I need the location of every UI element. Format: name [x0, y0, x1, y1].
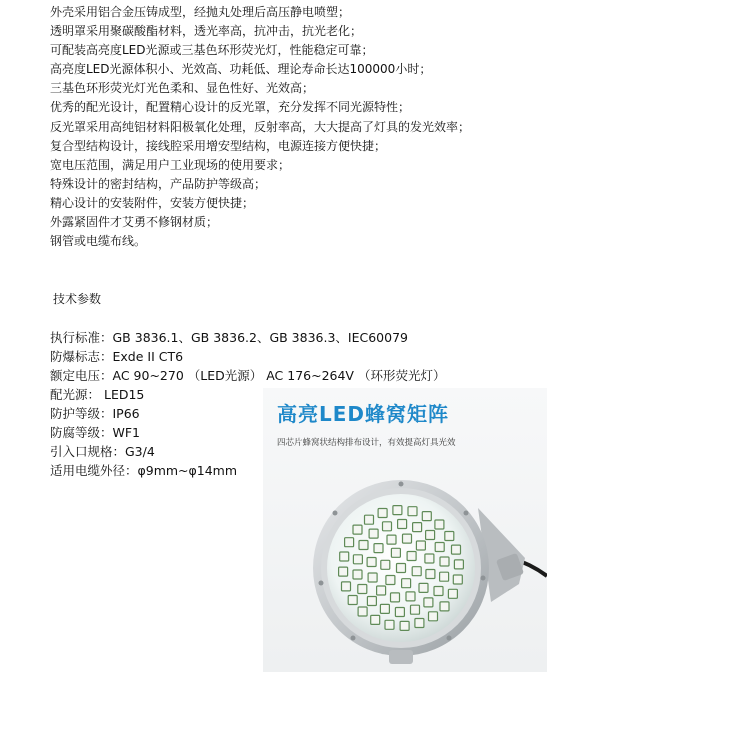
feature-line: 宽电压范围，满足用户工业现场的使用要求；: [50, 157, 291, 172]
led-chip: [381, 560, 390, 569]
led-chip: [365, 515, 374, 524]
led-chip: [434, 587, 443, 596]
led-chip: [426, 531, 435, 540]
spec-row: 防爆标志：Exde II CT6: [50, 349, 184, 364]
led-chip: [374, 544, 383, 553]
led-chip: [378, 509, 387, 518]
led-chip: [429, 612, 438, 621]
spec-row: 引入口规格：G3/4: [50, 444, 155, 459]
led-chip: [386, 576, 395, 585]
feature-line: 三基色环形荧光灯光色柔和、显色性好、光效高；: [50, 81, 315, 96]
feature-line: 精心设计的安装附件，安装方便快捷；: [50, 195, 255, 210]
feature-line: 反光罩采用高纯铝材料阳极氧化处理，反射率高，大大提高了灯具的发光效率；: [50, 119, 471, 134]
led-chip: [440, 557, 449, 566]
spec-row: 适用电缆外径：φ9mm~φ14mm: [50, 463, 238, 478]
feature-line: 钢管或电缆布线。: [50, 234, 147, 249]
feature-line: 高亮度LED光源体积小、光效高、功耗低、理论寿命长达100000小时；: [50, 62, 432, 77]
feature-line: 可配装高亮度LED光源或三基色环形荧光灯，性能稳定可靠；: [50, 43, 374, 58]
led-chip: [385, 620, 394, 629]
feature-list: [50, 3, 740, 251]
led-chip: [353, 570, 362, 579]
led-chip: [368, 573, 377, 582]
led-chip: [435, 543, 444, 552]
led-chip: [397, 564, 406, 573]
feature-line: 外壳采用铝合金压铸成型，经抛丸处理后高压静电喷塑；: [50, 5, 351, 19]
led-chip: [377, 586, 386, 595]
led-chip: [359, 541, 368, 550]
feature-line: 外露紧固件才艾勇不修钢材质；: [50, 215, 219, 230]
spec-row: 执行标准：GB 3836.1、GB 3836.2、GB 3836.3、IEC60079: [50, 330, 408, 345]
led-chip: [422, 512, 431, 521]
banner-subtitle: 四芯片蜂窝状结构排布设计，有效提高灯具光效: [277, 438, 456, 448]
led-chip: [387, 535, 396, 544]
spec-row: 防腐等级：WF1: [50, 425, 141, 440]
product-image: [263, 388, 547, 672]
banner-title: 高亮LED蜂窝矩阵: [277, 402, 450, 426]
led-chip: [353, 555, 362, 564]
led-chip: [393, 506, 402, 515]
led-chip: [440, 602, 449, 611]
led-chip: [369, 529, 378, 538]
led-chip: [406, 592, 415, 601]
led-chip: [400, 621, 409, 630]
led-chip: [408, 507, 417, 516]
led-chip: [342, 582, 351, 591]
led-chip: [339, 567, 348, 576]
led-chip: [371, 615, 380, 624]
led-chip: [435, 520, 444, 529]
feature-line: 特殊设计的密封结构，产品防护等级高；: [50, 176, 267, 191]
led-chip: [348, 596, 357, 605]
spec-row: 配光源： LED15: [50, 387, 145, 402]
led-chip: [445, 532, 454, 541]
led-chip: [345, 538, 354, 547]
bottom-mount: [389, 650, 413, 664]
led-chip: [413, 523, 422, 532]
feature-line: 复合型结构设计，接线腔采用增安型结构，电源连接方便快捷；: [50, 138, 387, 153]
led-chip: [448, 589, 457, 598]
led-chip: [454, 560, 463, 569]
led-chip: [412, 567, 421, 576]
led-chip: [391, 593, 400, 602]
feature-line: 透明罩采用聚碳酸酯材料，透光率高，抗冲击，抗光老化；: [50, 24, 363, 39]
led-chip: [402, 579, 411, 588]
led-chip: [383, 522, 392, 531]
led-chip: [452, 545, 461, 554]
led-chip: [419, 583, 428, 592]
feature-line: 优秀的配光设计，配置精心设计的反光罩，充分发挥不同光源特性；: [50, 100, 411, 115]
led-light-illustration: [263, 388, 547, 672]
led-chip: [358, 585, 367, 594]
led-chip: [411, 605, 420, 614]
led-chip: [367, 558, 376, 567]
led-chip: [398, 520, 407, 529]
led-chip: [424, 598, 433, 607]
led-chip: [395, 608, 404, 617]
led-chip: [340, 552, 349, 561]
led-chip: [353, 525, 362, 534]
led-chip: [416, 541, 425, 550]
led-chip: [453, 575, 462, 584]
led-chip: [403, 534, 412, 543]
led-chip: [367, 597, 376, 606]
spec-row: 防护等级：IP66: [50, 406, 140, 421]
led-chip: [415, 619, 424, 628]
led-chip: [358, 607, 367, 616]
led-chip: [391, 548, 400, 557]
led-chip: [426, 570, 435, 579]
specs-heading: 技术参数: [53, 292, 102, 306]
led-chip: [380, 604, 389, 613]
led-chip: [440, 572, 449, 581]
led-chip: [425, 554, 434, 563]
led-chip: [407, 552, 416, 561]
spec-row: 额定电压：AC 90~270 （LED光源） AC 176~264V （环形荧光灯）: [50, 368, 446, 383]
